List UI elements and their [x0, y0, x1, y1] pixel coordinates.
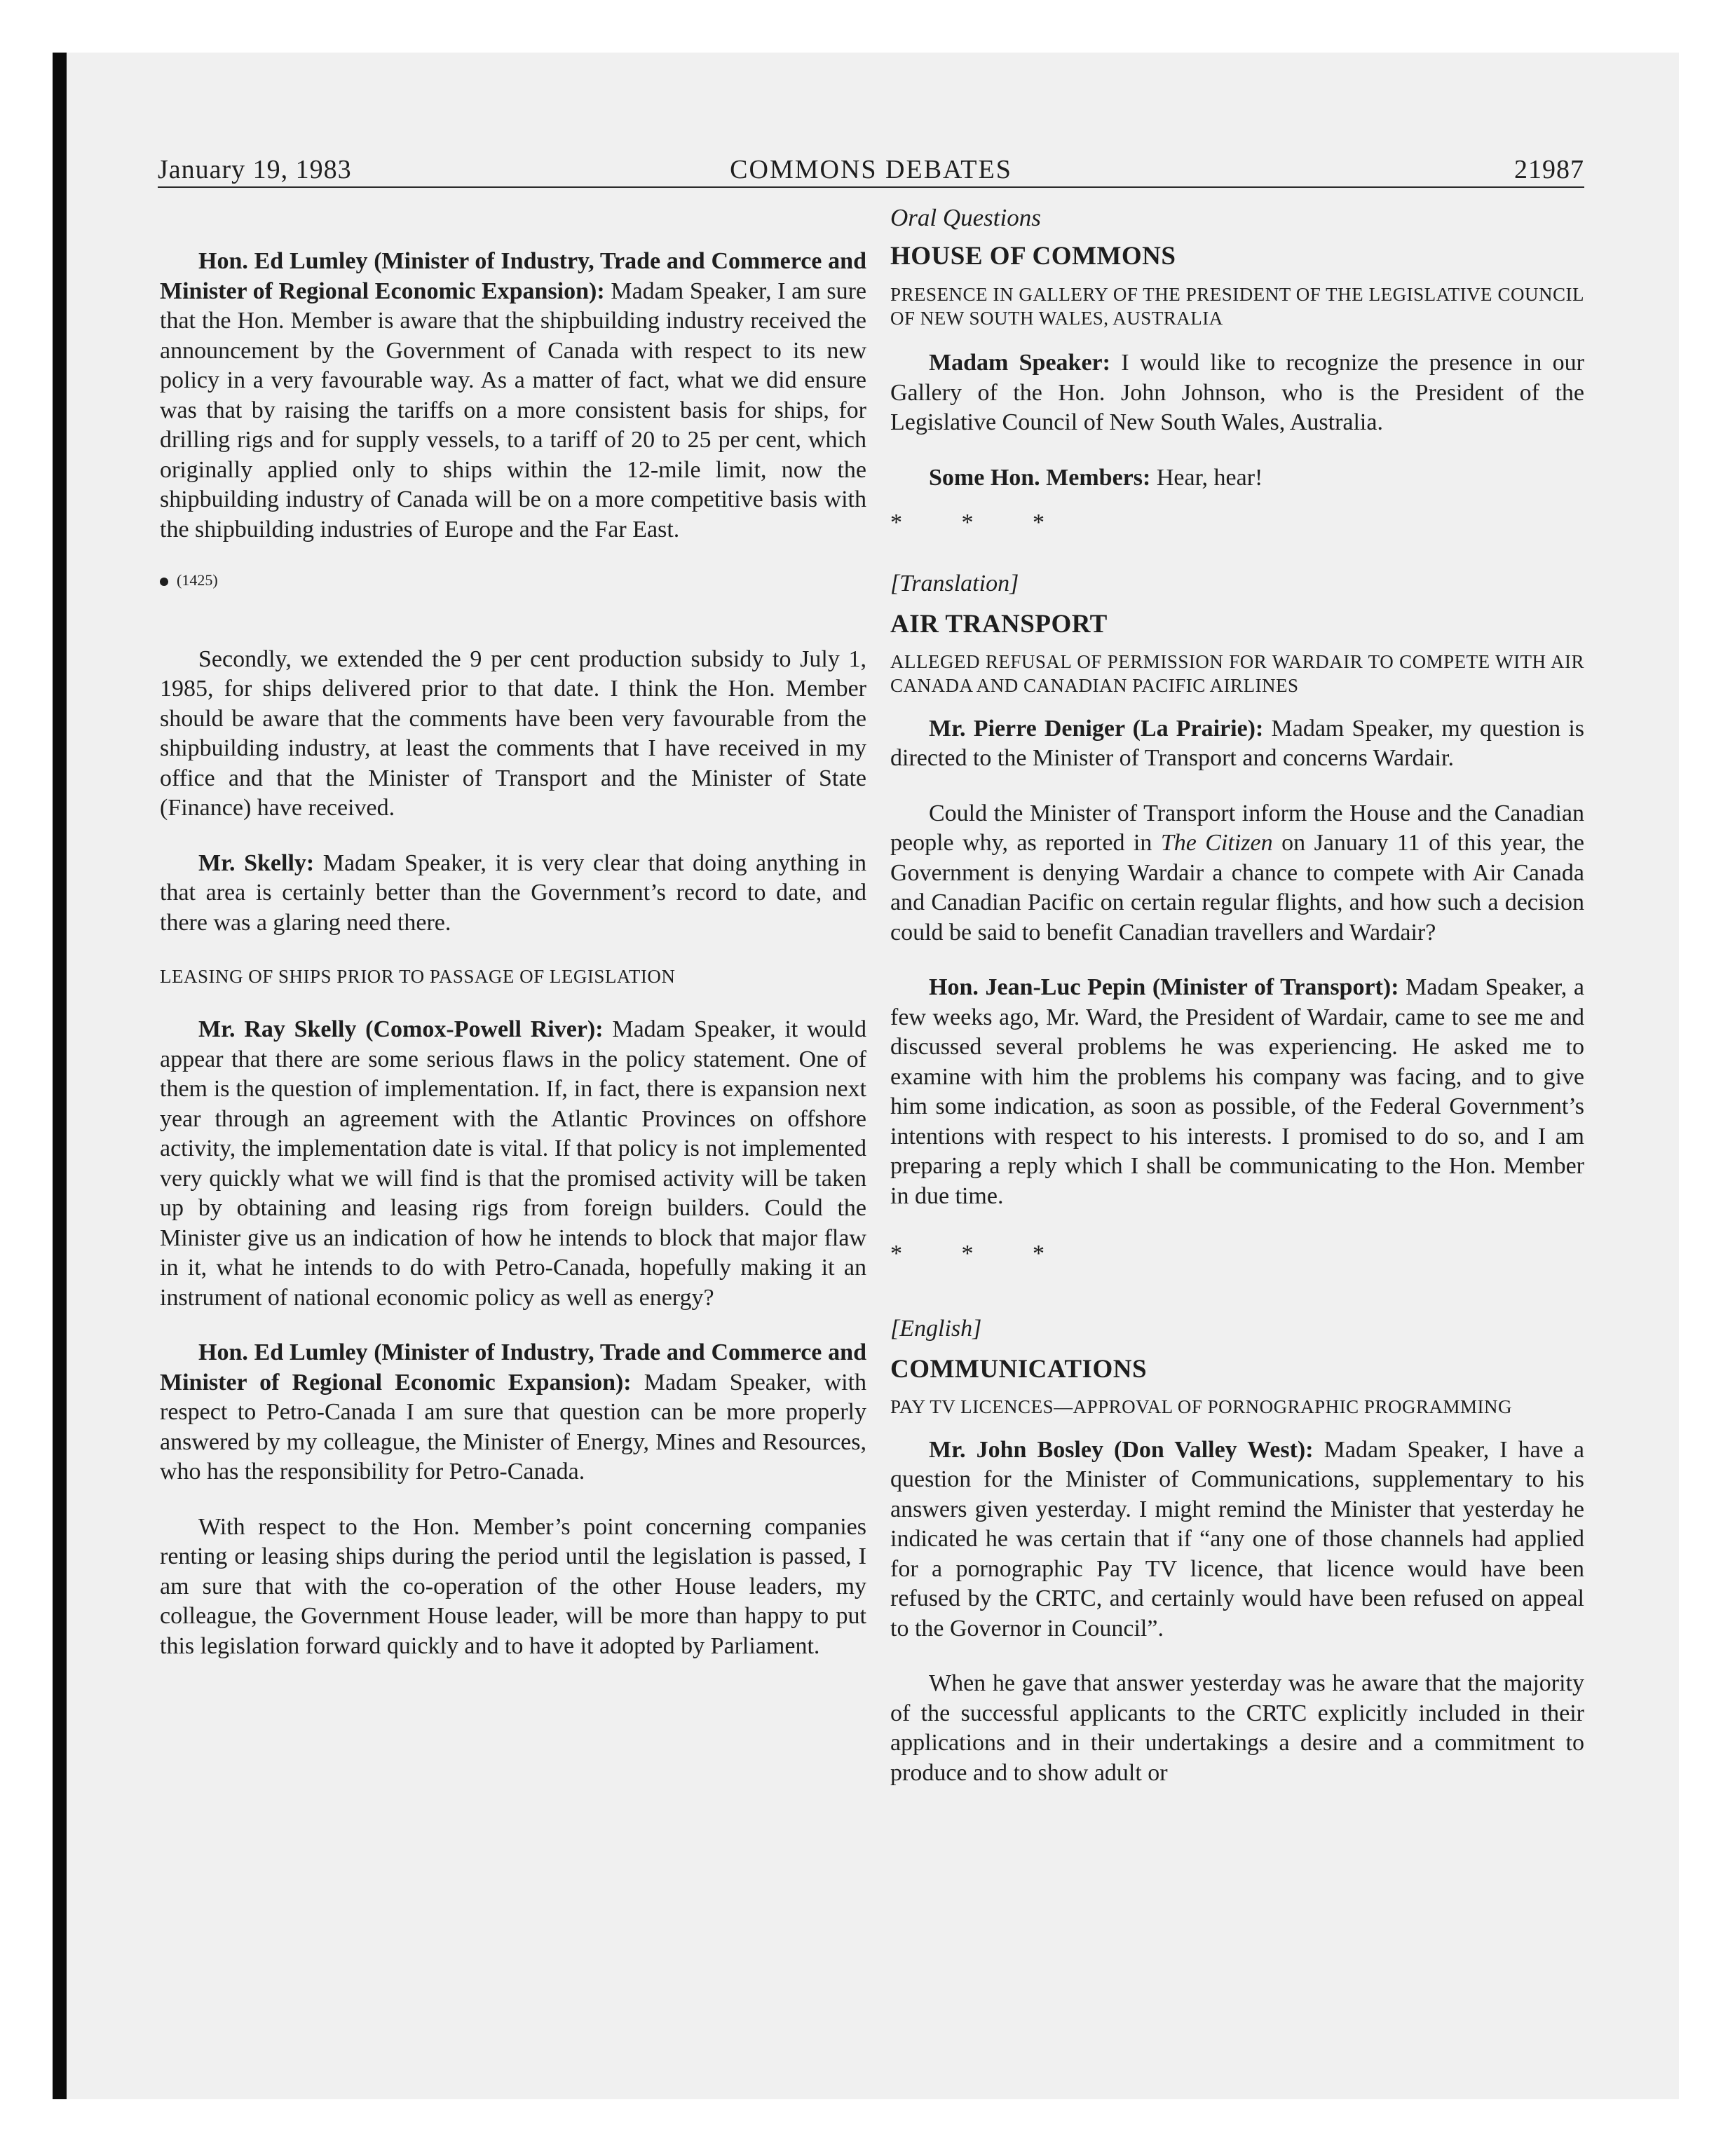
speaker-name: Hon. Ed Lumley (Minister of Industry, Trade and Commerce and Minister of Regional Economic Expansion):: [160, 1339, 866, 1396]
running-head: Oral Questions: [890, 204, 1041, 231]
paragraph: [160, 247, 866, 545]
header-title: COMMONS DEBATES: [730, 155, 1012, 184]
speaker-name: Hon. Ed Lumley (Minister of Industry, Trade and Commerce and Minister of Regional Economic Expansion):: [160, 248, 866, 304]
speaker-name: Mr. Pierre Deniger (La Prairie):: [929, 715, 1264, 742]
page-binding-edge: [53, 53, 67, 2099]
speech-text: Madam Speaker, I have a question for the Minister of Communications, supplementary to his answers given yesterday. I might remind the Minister that yesterday he indicated he was certain that if “any one of those channels had applied for a pornographic Pay TV licence, that licence would have been refused by the CRTC, and certainly would have been refused on appeal to the Governor in Council”.: [890, 1436, 1584, 1642]
section-heading: COMMUNICATIONS: [890, 1355, 1148, 1384]
paragraph: [160, 849, 866, 939]
bullet-icon: [160, 578, 168, 586]
speaker-name: Mr. Ray Skelly (Comox-Powell River):: [198, 1016, 604, 1042]
left-column: [160, 203, 866, 1661]
speech-text: When he gave that answer yesterday was he aware that the majority of the successful applicants to the CRTC explicitly included in their applications and in their undertakings a desire and a commitment to produce and to show adult or: [890, 1670, 1584, 1786]
section-heading: HOUSE OF COMMONS: [890, 241, 1176, 271]
section-subheading: ALLEGED REFUSAL OF PERMISSION FOR WARDAIR TO COMPETE WITH AIR CANADA AND CANADIAN PACIFIC AIRLINES: [890, 650, 1584, 696]
section-subheading: LEASING OF SHIPS PRIOR TO PASSAGE OF LEGISLATION: [160, 966, 676, 987]
speaker-name: Madam Speaker:: [929, 350, 1110, 376]
speech-text: Secondly, we extended the 9 per cent production subsidy to July 1, 1985, for ships delivered prior to that date. I think the Hon. Member should be aware that the comments have been very favourable from the shipbuilding industry, at least the comments that I have received in my office and that the Minister of Transport and the Minister of State (Finance) have received.: [160, 646, 866, 821]
speech-text: Madam Speaker, a few weeks ago, Mr. Ward, the President of Wardair, came to see me and discussed several problems he was experiencing. He asked me to examine with him the problems his company was facing, and to give him some indication, as soon as possible, of the Federal Government’s intentions with respect to his interests. I promised to do so, and I am preparing a reply which I shall be communicating to the Hon. Member in due time.: [890, 974, 1585, 1209]
paragraph: [890, 348, 1584, 438]
paragraph: [160, 645, 866, 824]
speaker-name: Some Hon. Members:: [929, 464, 1151, 491]
speech-text: Madam Speaker, my question is directed to the Minister of Transport and concerns Wardair.: [890, 715, 1585, 771]
speech-text: Hear, hear!: [1156, 464, 1263, 491]
newspaper-title: The Citizen: [1160, 830, 1273, 856]
paragraph: [890, 799, 1584, 948]
speaker-name: Mr. Skelly:: [198, 850, 315, 876]
speech-text: Madam Speaker, with respect to Petro-Canada I am sure that question can be more properly answered by my colleague, the Minister of Energy, Mines and Resources, who has the responsibility for Petro-Canada.: [160, 1369, 867, 1485]
speech-text: With respect to the Hon. Member’s point concerning companies renting or leasing ships during the period until the legislation is passed, I am sure that with the co-operation of the other House leaders, my colleague, the Government House leader, will be more than happy to put this legislation forward quickly and to have it adopted by Parliament.: [160, 1513, 866, 1659]
header-date: January 19, 1983: [158, 155, 352, 184]
speaker-name: Hon. Jean-Luc Pepin (Minister of Transport):: [929, 974, 1399, 1000]
speech-text: Madam Speaker, I am sure that the Hon. Member is aware that the shipbuilding industry received the announcement by the Government of Canada with respect to its new policy in a very favourable way. As a matter of fact, what we did ensure was that by raising the tariffs on a more consistent basis for ships, for drilling rigs and for supply vessels, to a tariff of 20 to 25 per cent, which originally applied only to ships within the 12-mile limit, now the shipbuilding industry of Canada will be on a more competitive basis with the shipbuilding industries of Europe and the Far East.: [160, 278, 867, 543]
paragraph: [890, 1435, 1584, 1644]
page-header: [158, 149, 1584, 191]
time-marker: (1425): [160, 566, 866, 596]
speech-text: Madam Speaker, it is very clear that doing anything in that area is certainly better than the Government’s record to date, and there was a glaring need there.: [160, 850, 867, 936]
paragraph: [890, 1669, 1584, 1788]
speech-text: on January 11 of this year, the Government is denying Wardair a chance to compete with Air Canada and Canadian Pacific on certain regular flights, and how such a decision could be said to benefit Canadian travellers and Wardair?: [890, 830, 1585, 946]
section-subheading: PAY TV LICENCES—APPROVAL OF PORNOGRAPHIC PROGRAMMING: [890, 1396, 1512, 1417]
speech-text: Madam Speaker, it would appear that there are some serious flaws in the policy statement. One of them is the question of implementation. If, in fact, there is expansion next year through an agreement with the Atlantic Provinces on offshore activity, the implementation date is vital. If that policy is not implemented very quickly what we will find is that the promised activity will be taken up by obtaining and leasing rigs from foreign builders. Could the Minister give us an indication of how he intends to block that major flaw in it, what he intends to do with Petro-Canada, hopefully making it an instrument of national economic policy as well as energy?: [160, 1016, 866, 1311]
speech-text: I would like to recognize the presence in our Gallery of the Hon. John Johnson, who is the President of the Legislative Council of New South Wales, Australia.: [890, 350, 1584, 435]
paragraph: [160, 1513, 866, 1662]
right-column: [890, 203, 1584, 1788]
paragraph: [890, 973, 1584, 1211]
paragraph: [890, 463, 1584, 493]
paragraph: [160, 1338, 866, 1487]
speech-text: Could the Minister of Transport inform the House and the Canadian people why, as reported in: [890, 800, 1584, 856]
header-page-number: 21987: [1514, 155, 1584, 184]
speaker-name: Mr. John Bosley (Don Valley West):: [929, 1436, 1314, 1463]
language-note: [English]: [890, 1315, 982, 1342]
section-separator: * * *: [890, 510, 1071, 535]
header-rule: [158, 186, 1584, 188]
language-note: [Translation]: [890, 570, 1019, 596]
section-heading: AIR TRANSPORT: [890, 610, 1108, 639]
paragraph: [890, 714, 1584, 774]
paragraph: [160, 1015, 866, 1313]
section-separator: * * *: [890, 1241, 1071, 1267]
section-subheading: PRESENCE IN GALLERY OF THE PRESIDENT OF THE LEGISLATIVE COUNCIL OF NEW SOUTH WALES, AUSTRALIA: [890, 284, 1584, 329]
